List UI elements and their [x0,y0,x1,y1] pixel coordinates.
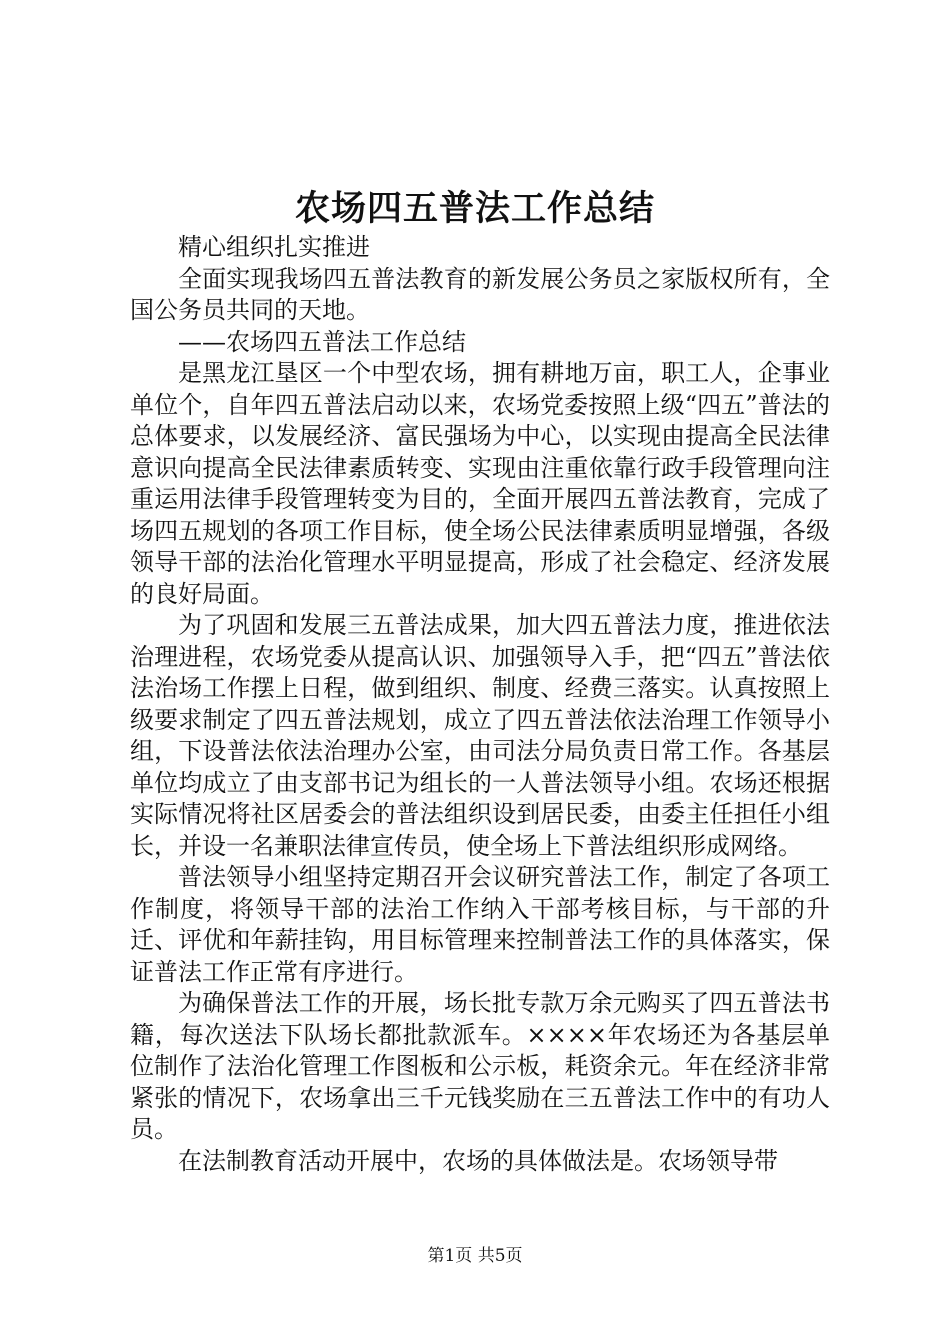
page-number-footer: 第1页 共5页 [427,1246,523,1266]
paragraph: 为了巩固和发展三五普法成果，加大四五普法力度，推进依法治理进程，农场党委从提高认识、加强领导入手，把“四五”普法依法治场工作摆上日程，做到组织、制度、经费三落实。认真按照上级要求制定了四五普法规划，成立了四五普法依法治理工作领导小组，下设普法依法治理办公室，由司法分局负责日常工作。各基层单位均成立了由支部书记为组长的一人普法领导小组。农场还根据实际情况将社区居委会的普法组织设到居民委，由委主任担任小组长，并设一名兼职法律宣传员，使全场上下普法组织形成网络。 [130,611,830,860]
paragraph: 普法领导小组坚持定期召开会议研究普法工作，制定了各项工作制度，将领导干部的法治工作纳入干部考核目标，与干部的升迁、评优和年薪挂钩，用目标管理来控制普法工作的具体落实，保证普法工作正常有序进行。 [130,863,830,986]
subtitle-line: ——农场四五普法工作总结 [178,327,466,356]
paragraph: 是黑龙江垦区一个中型农场，拥有耕地万亩，职工人，企事业单位个，自年四五普法启动以来，农场党委按照上级“四五”普法的总体要求，以发展经济、富民强场为中心，以实现由提高全民法律意识向提高全民法律素质转变、实现由注重依靠行政手段管理向注重运用法律手段管理转变为目的，全面开展四五普法教育，完成了场四五规划的各项工作目标，使全场公民法律素质明显增强，各级领导干部的法治化管理水平明显提高，形成了社会稳定、经济发展的良好局面。 [130,359,830,608]
paragraph: 在法制教育活动开展中，农场的具体做法是。农场领导带 [178,1146,778,1175]
subtitle-line: 精心组织扎实推进 [178,233,370,261]
document-title: 农场四五普法工作总结 [294,188,655,229]
paragraph: 全面实现我场四五普法教育的新发展公务员之家版权所有，全国公务员共同的天地。 [130,264,830,324]
document-body [130,232,830,1177]
paragraph: 为确保普法工作的开展，场长批专款万余元购买了四五普法书籍，每次送法下队场长都批款派车。××××年农场还为各基层单位制作了法治化管理工作图板和公示板，耗资余元。年在经济非常紧张的情况下，农场拿出三千元钱奖励在三五普法工作中的有功人员。 [130,989,830,1143]
